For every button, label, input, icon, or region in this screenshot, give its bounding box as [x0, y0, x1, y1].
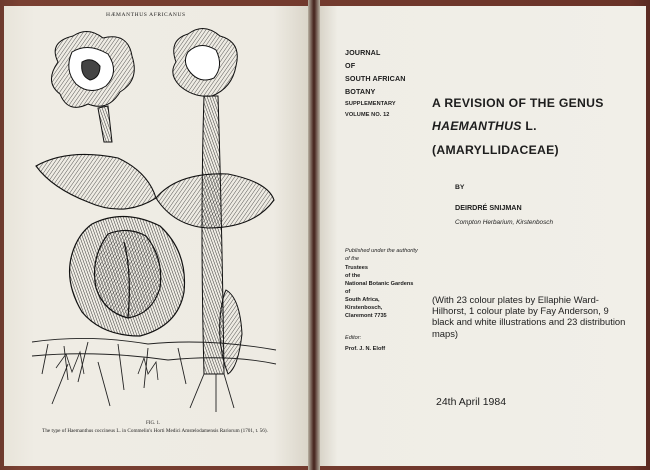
editor-label: Editor:	[345, 335, 362, 341]
publisher-line-1: Trustees	[345, 265, 369, 271]
author-name: DEIRDRÉ SNIJMAN	[455, 203, 522, 212]
plates-note: (With 23 colour plates by Ellaphie Ward-Hilhorst, 1 colour plate by Fay Anderson, 9 black and white illustrations and 23 distribution maps)	[432, 294, 626, 339]
bulb	[70, 216, 185, 336]
publisher-line-3: National Botanic Gardens	[345, 281, 414, 287]
journal-line-4: BOTANY	[345, 87, 376, 96]
figure-caption: The type of Haemanthus coccineus L. in Commelin's Horti Medici Amstelodamensis Rariorum (1701, t. 56).	[42, 428, 268, 434]
book-gutter	[308, 0, 320, 470]
by-label: BY	[455, 184, 465, 191]
plate-title: HÆMANTHUS AFRICANUS	[106, 12, 186, 18]
publisher-line-7: Claremont 7735	[345, 313, 387, 319]
volume-label: VOLUME NO. 12	[345, 112, 390, 118]
supplementary-label: SUPPLEMENTARY	[345, 101, 396, 107]
title-line-2	[432, 119, 537, 133]
publisher-line-2: of the	[345, 273, 361, 279]
publisher-line-6: Kirstenbosch,	[345, 305, 383, 311]
editor-name: Prof. J. N. Eloff	[345, 346, 386, 352]
journal-line-3: SOUTH AFRICAN	[345, 74, 406, 83]
publication-date: 24th April 1984	[436, 396, 507, 408]
haemanthus-illustration	[28, 22, 278, 417]
title-genus-suffix: L.	[521, 119, 537, 133]
publisher-line-4: of	[345, 289, 351, 295]
journal-line-1: JOURNAL	[345, 48, 381, 57]
publisher-line-5: South Africa,	[345, 297, 380, 303]
title-genus: HAEMANTHUS	[432, 119, 522, 133]
author-affiliation: Compton Herbarium, Kirstenbosch	[455, 219, 554, 226]
title-line-1: A REVISION OF THE GENUS	[432, 96, 604, 110]
flower-head-detail	[51, 31, 134, 142]
published-under-line-2: of the	[345, 256, 359, 262]
published-under-line-1: Published under the authority	[345, 248, 418, 254]
title-line-3: (AMARYLLIDACEAE)	[432, 143, 559, 157]
journal-line-2: OF	[345, 61, 356, 70]
leaves	[36, 154, 274, 228]
figure-label: FIG. 1.	[146, 421, 161, 426]
